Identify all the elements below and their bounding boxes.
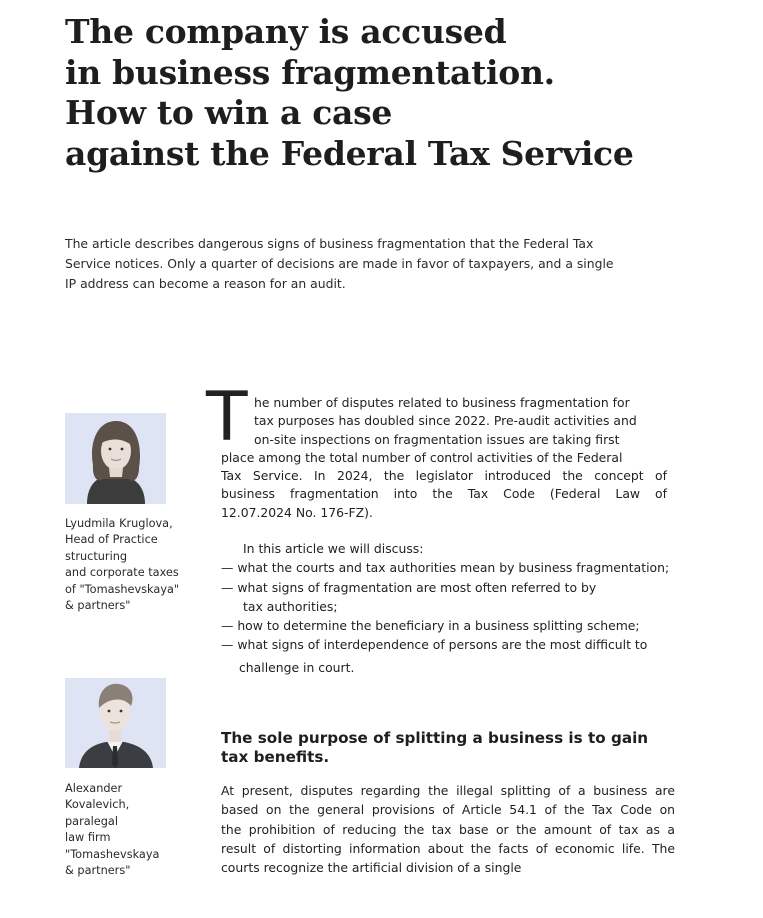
discussion-list [221,539,691,677]
author-line: law firm [65,831,111,845]
author-line: Lyudmila Kruglova, [65,517,173,530]
intro-line: tax purposes has doubled since 2022. Pre-audit activities and [254,413,637,429]
intro-paragraph [221,394,667,522]
author-line: "Tomashevskaya [65,847,160,861]
body-line: courts recognize the artificial division of a single [221,860,522,876]
title-line: in business fragmentation. [65,52,555,92]
list-item: tax authorities; [243,598,338,614]
author-line: and corporate taxes [65,566,179,580]
author-line: Head of Practice [65,533,158,547]
section-heading [221,729,671,766]
body-line: the prohibition of reducing the tax base or the amount of tax as a [221,821,675,837]
list-item: — what signs of fragmentation are most often referred to by [221,579,597,595]
article-title [65,12,725,174]
portrait-woman-icon [65,413,166,504]
author-line: Alexander [65,782,123,795]
title-line: The company is accused [65,12,507,51]
list-item: — what the courts and tax authorities mean by business fragmentation; [221,560,670,576]
author-line: & partners" [65,864,131,878]
body-line: At present, disputes regarding the illegal splitting of a business are [221,783,675,798]
lead-line: The article describes dangerous signs of business fragmentation that the Federal Tax [65,236,594,251]
author-photo-kovalevich [65,678,166,768]
section-heading-line: tax benefits. [221,747,330,766]
drop-cap: T [206,378,248,457]
discussion-heading: In this article we will discuss: [243,541,424,556]
section-heading-line: The sole purpose of splitting a business is to gain [221,729,649,747]
lead-line: Service notices. Only a quarter of decisions are made in favor of taxpayers, and a single [65,256,614,271]
body-line: result of distorting information about the facts of economic life. The [221,840,675,856]
author-caption-kruglova [65,516,190,614]
intro-line: Tax Service. In 2024, the legislator introduced the concept of [221,468,667,484]
intro-line: business fragmentation into the Tax Code (Federal Law of [221,486,667,502]
intro-line: 12.07.2024 No. 176-FZ). [221,504,373,520]
section-body [221,781,675,877]
author-line: & partners" [65,599,131,613]
lead-line: IP address can become a reason for an audit. [65,276,346,291]
author-line: Kovalevich, [65,798,130,812]
list-item: challenge in court. [239,659,355,675]
intro-line: on-site inspections on fragmentation issues are taking first [254,431,620,447]
title-line: against the Federal Tax Service [65,133,634,173]
portrait-man-icon [65,678,166,768]
title-line: How to win a case [65,93,393,132]
author-line: of "Tomashevskaya" [65,582,180,596]
author-caption-kovalevich [65,781,175,879]
article-lead [65,234,635,294]
body-line: based on the general provisions of Article 54.1 of the Tax Code on [221,802,675,818]
list-item: — what signs of interdependence of persons are the most difficult to [221,637,648,653]
author-photo-kruglova [65,413,166,504]
intro-line: place among the total number of control activities of the Federal [221,449,623,465]
author-line: paralegal [65,814,118,828]
list-item: — how to determine the beneficiary in a business splitting scheme; [221,618,640,634]
intro-line: he number of disputes related to business fragmentation for [254,395,630,410]
author-line: structuring [65,549,128,563]
